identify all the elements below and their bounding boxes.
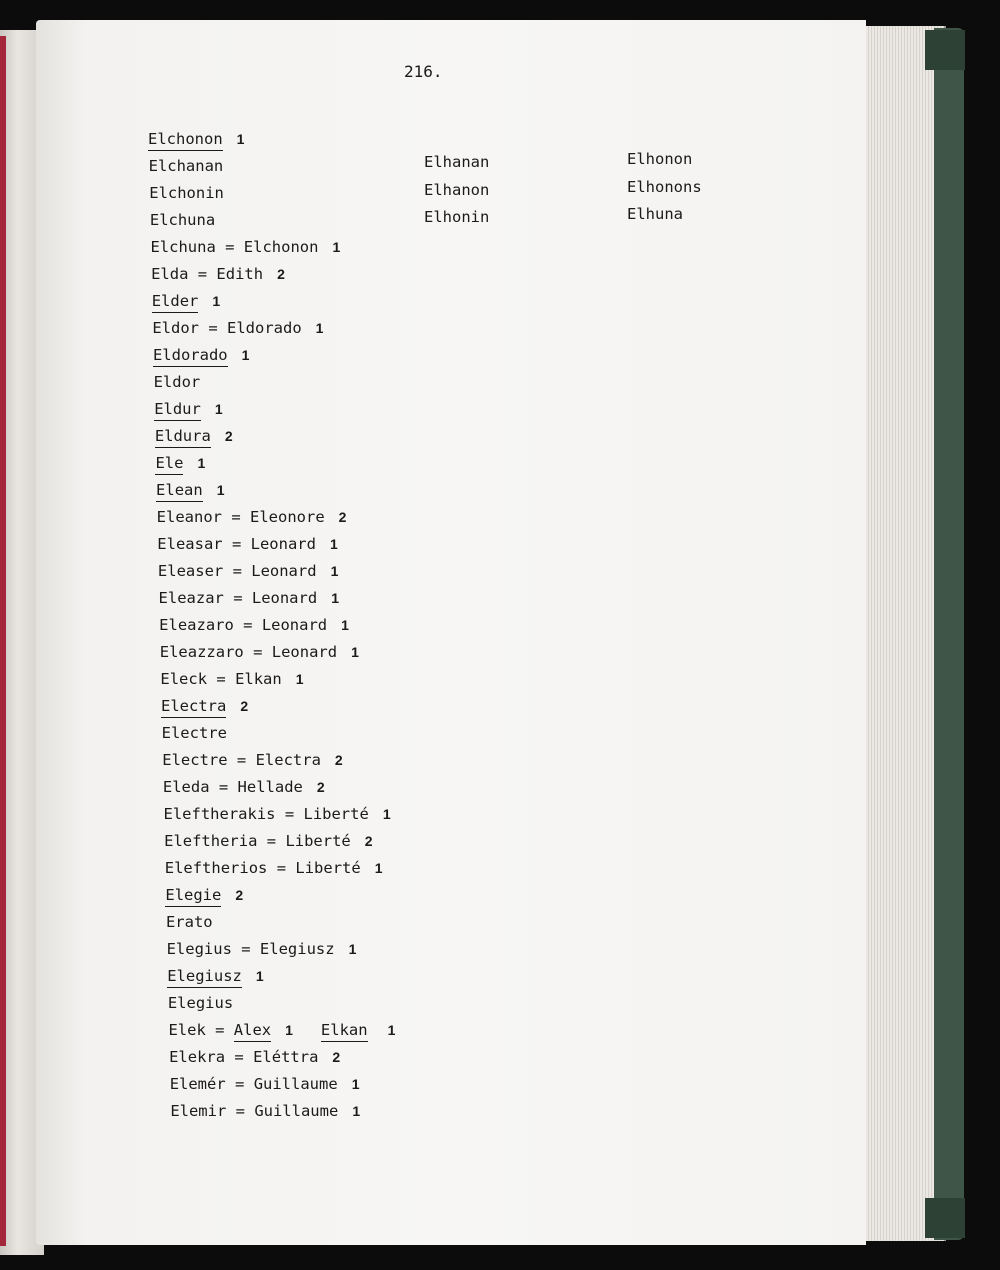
name-entry: Eleanor = Eleonore 2 bbox=[156, 508, 347, 526]
name-entry: Electre = Electra 2 bbox=[162, 751, 343, 769]
entry-name: Eleftherios bbox=[164, 859, 268, 877]
name-entry: Elekra = Eléttra 2 bbox=[169, 1048, 341, 1066]
name-entry: Eleasar = Leonard 1 bbox=[157, 535, 338, 553]
entry-name: Elegius bbox=[166, 940, 232, 958]
name-entry: Eleazzaro = Leonard 1 bbox=[159, 643, 359, 661]
entry-name: Erato bbox=[165, 913, 213, 931]
entry-count: 2 bbox=[277, 266, 285, 282]
name-entry: Eleazar = Leonard 1 bbox=[158, 589, 339, 607]
entry-count: 2 bbox=[332, 1049, 341, 1065]
entry-count: 1 bbox=[329, 536, 338, 552]
entry-name: Eldur bbox=[154, 400, 201, 421]
entry-count: 1 bbox=[348, 941, 357, 957]
entry-equivalent: Hellade bbox=[237, 778, 303, 796]
name-entry: Elda = Edith 2 bbox=[151, 265, 285, 283]
name-entry: Elemér = Guillaume 1 bbox=[169, 1075, 360, 1093]
entry-count: 1 bbox=[331, 590, 339, 606]
name-entry bbox=[168, 996, 233, 1012]
entry-name: Elchuna bbox=[149, 211, 216, 229]
entry-count: 1 bbox=[236, 131, 245, 147]
entry-count: 1 bbox=[341, 617, 349, 633]
entry-equivalent: Eldorado bbox=[227, 319, 302, 337]
entry-count: 1 bbox=[197, 455, 206, 471]
entry-equivalent: Liberté bbox=[303, 805, 369, 823]
entry-count: 2 bbox=[338, 509, 347, 525]
entry-equivalent: Leonard bbox=[271, 643, 338, 661]
entry-count: 1 bbox=[382, 806, 391, 822]
name-entry: Elek = Alex 1 Elkan 1 bbox=[168, 1023, 395, 1039]
entry-equivalent: Eleonore bbox=[250, 508, 325, 526]
name-entry bbox=[167, 969, 263, 985]
variant-name: Elhuna bbox=[627, 205, 683, 223]
entry-name: Elean bbox=[156, 481, 203, 502]
name-entry bbox=[156, 483, 224, 499]
entry-count: 2 bbox=[235, 887, 244, 903]
entry-name: Eleanor bbox=[156, 508, 222, 526]
entry-equivalent: Leonard bbox=[251, 589, 318, 607]
entry-count: 1 bbox=[216, 482, 225, 498]
entry-equivalent: Liberté bbox=[285, 832, 351, 850]
entry-count: 1 bbox=[255, 968, 264, 984]
entry-count: 1 bbox=[285, 1022, 293, 1038]
name-entry: Eleftherios = Liberté 1 bbox=[164, 859, 383, 877]
entry-name: Electre bbox=[161, 724, 227, 742]
name-entry bbox=[161, 699, 248, 715]
entry-equivalent: Elchonon bbox=[243, 238, 319, 256]
name-entry: Eleftheria = Liberté 2 bbox=[164, 832, 373, 850]
entry-extra-count: 1 bbox=[387, 1022, 396, 1038]
entry-name: Eldor bbox=[152, 319, 199, 337]
entry-equivalent: Electra bbox=[255, 751, 321, 769]
entry-name: Eleda bbox=[162, 778, 210, 796]
entry-count: 2 bbox=[240, 698, 249, 714]
entry-name: Eleftherakis bbox=[163, 805, 276, 823]
entry-name: Eleck bbox=[160, 670, 208, 688]
entry-name: Electra bbox=[161, 697, 226, 718]
entry-equivalent: Liberté bbox=[295, 859, 361, 877]
name-entry: Eleaser = Leonard 1 bbox=[157, 562, 339, 580]
entry-count: 1 bbox=[352, 1103, 361, 1119]
entry-equivalent: Leonard bbox=[261, 616, 328, 634]
entry-count: 1 bbox=[315, 320, 324, 336]
entry-name: Ele bbox=[155, 454, 183, 475]
name-entry: Eleftherakis = Liberté 1 bbox=[163, 805, 391, 823]
name-entry: Elchuna = Elchonon 1 bbox=[150, 238, 341, 256]
name-entry: Eleck = Elkan 1 bbox=[160, 670, 304, 688]
entry-count: 1 bbox=[295, 671, 304, 687]
name-entry bbox=[162, 726, 227, 742]
name-entry bbox=[153, 348, 249, 364]
name-entry: Eleazaro = Leonard 1 bbox=[159, 616, 349, 634]
entry-name: Elek bbox=[168, 1021, 206, 1039]
entry-name: Eleaser bbox=[157, 562, 224, 580]
entry-name: Eleazar bbox=[158, 589, 224, 607]
entry-equivalent: Elkan bbox=[235, 670, 282, 688]
name-entry bbox=[149, 159, 224, 175]
entry-count: 1 bbox=[351, 644, 359, 660]
entry-count: 1 bbox=[332, 239, 341, 255]
variant-name: Elhonons bbox=[627, 177, 702, 196]
name-entry bbox=[154, 375, 201, 391]
entry-name: Eleasar bbox=[157, 535, 223, 553]
entry-name: Elekra bbox=[169, 1048, 226, 1066]
entry-count: 2 bbox=[316, 779, 325, 795]
name-entry bbox=[152, 294, 220, 310]
name-entry bbox=[165, 888, 243, 904]
entry-equivalent: Alex bbox=[234, 1021, 271, 1042]
entry-name: Elegiusz bbox=[167, 967, 242, 988]
page-number: 216. bbox=[404, 62, 443, 81]
entry-equivalent: Leonard bbox=[251, 562, 317, 580]
entry-count: 2 bbox=[224, 428, 233, 444]
entry-name: Eldorado bbox=[153, 346, 228, 367]
entry-name: Elchonon bbox=[148, 130, 223, 151]
entry-equivalent: Guillaume bbox=[254, 1102, 339, 1120]
variant-name: Elhanan bbox=[424, 153, 490, 171]
entry-name: Elegius bbox=[167, 994, 234, 1012]
entry-count: 2 bbox=[364, 833, 373, 849]
entry-count: 1 bbox=[374, 860, 383, 876]
entry-count: 1 bbox=[351, 1076, 360, 1092]
name-entry bbox=[148, 132, 244, 148]
entry-name: Elda bbox=[151, 265, 189, 283]
name-entry: Elemir = Guillaume 1 bbox=[170, 1102, 361, 1120]
name-entry: Eldor = Eldorado 1 bbox=[152, 319, 324, 337]
variant-name: Elhonin bbox=[424, 208, 490, 226]
entry-count: 1 bbox=[214, 401, 223, 417]
entry-extra-name: Elkan bbox=[321, 1021, 368, 1042]
entry-name: Elchuna bbox=[150, 238, 216, 256]
entry-equivalent: Edith bbox=[216, 265, 264, 283]
entry-name: Elchanan bbox=[148, 157, 224, 175]
entry-count: 1 bbox=[330, 563, 339, 579]
entry-equivalent: Guillaume bbox=[253, 1075, 338, 1093]
name-entry bbox=[150, 213, 215, 229]
name-entry bbox=[155, 429, 233, 445]
entry-name: Elegie bbox=[165, 886, 221, 907]
name-entry bbox=[154, 402, 222, 418]
entry-name: Eleazzaro bbox=[159, 643, 244, 661]
name-entry bbox=[155, 456, 205, 472]
variant-name: Elhonon bbox=[627, 150, 693, 168]
entry-name: Elemér bbox=[169, 1075, 226, 1093]
variant-name: Elhanon bbox=[424, 180, 490, 199]
name-entry bbox=[166, 915, 213, 931]
entry-equivalent: Eléttra bbox=[253, 1048, 319, 1066]
entry-equivalent: Elegiusz bbox=[259, 940, 335, 958]
name-entry bbox=[149, 186, 224, 202]
entry-name: Eldor bbox=[153, 373, 201, 391]
entry-name: Elchonin bbox=[149, 184, 224, 202]
entry-name: Eleftheria bbox=[164, 832, 258, 850]
entry-count: 1 bbox=[212, 293, 221, 309]
entry-count: 1 bbox=[241, 347, 250, 363]
entry-count: 2 bbox=[334, 752, 343, 768]
entry-equivalent: Leonard bbox=[250, 535, 316, 553]
entry-name: Elder bbox=[152, 292, 199, 313]
entry-name: Eldura bbox=[155, 427, 211, 448]
name-entry: Eleda = Hellade 2 bbox=[162, 778, 325, 796]
entry-name: Elemir bbox=[170, 1102, 227, 1120]
entry-name: Eleazaro bbox=[159, 616, 234, 634]
name-entry: Elegius = Elegiusz 1 bbox=[166, 940, 357, 958]
entry-name: Electre bbox=[162, 751, 228, 769]
